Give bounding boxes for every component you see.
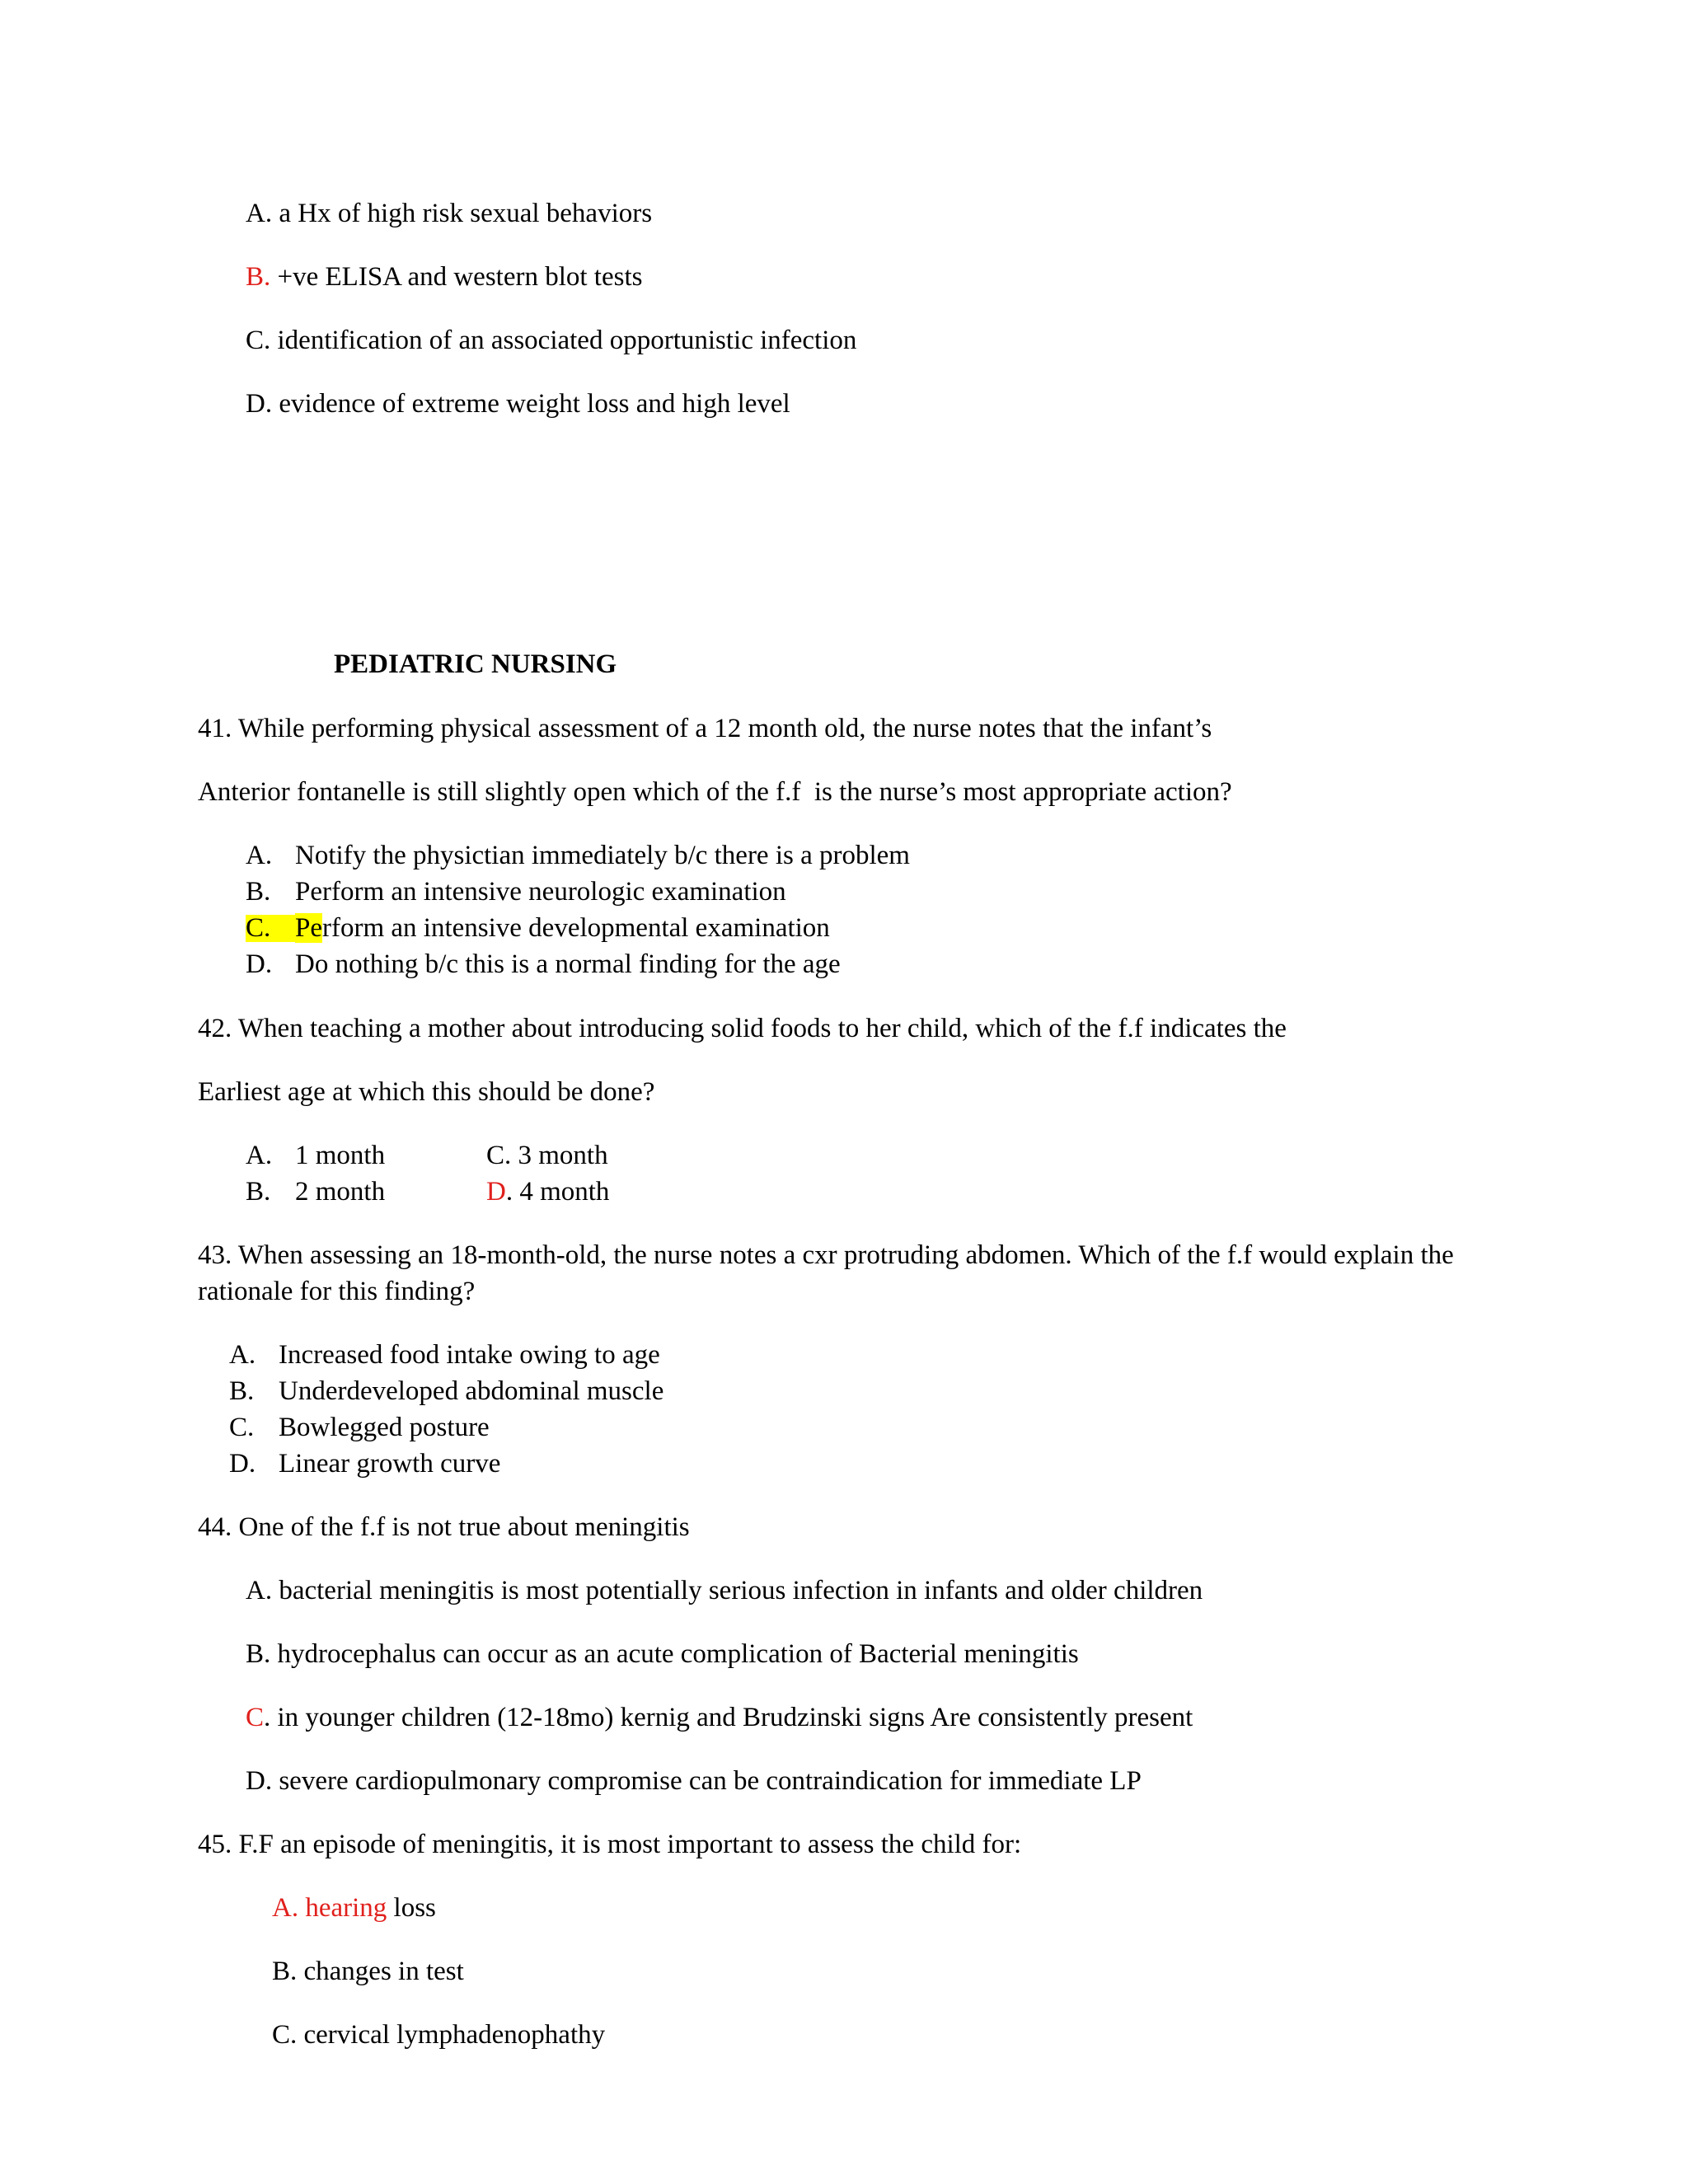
q44-option-c: C. in younger children (12-18mo) kernig and Brudzinski signs Are consistently present [246,1703,1193,1732]
q44-option-a: A. bacterial meningitis is most potentially serious infection in infants and older children [246,1576,1203,1605]
q41-stem-line1: 41. While performing physical assessment of a 12 month old, the nurse notes that the infant’s [198,714,1212,743]
q44-stem: 44. One of the f.f is not true about meningitis [198,1512,690,1542]
q40-option-c: C. identification of an associated opportunistic infection [246,326,857,355]
q41-option-d: D. Do nothing b/c this is a normal finding for the age [246,949,841,979]
q44-option-b: B. hydrocephalus can occur as an acute complication of Bacterial meningitis [246,1639,1079,1669]
q45-option-a: A. hearing loss [272,1893,436,1923]
q45-option-c: C. cervical lymphadenophathy [272,2020,606,2050]
highlighted-answer-marker: C. [246,915,295,942]
q43-option-c: C. Bowlegged posture [229,1413,490,1442]
q43-option-a: A. Increased food intake owing to age [229,1340,660,1370]
q42-stem-line2: Earliest age at which this should be done? [198,1077,655,1107]
q41-option-b: B. Perform an intensive neurologic examination [246,877,786,907]
q41-option-a: A. Notify the physictian immediately b/c there is a problem [246,841,910,870]
q43-stem-line2: rationale for this finding? [198,1277,476,1306]
q42-option-d: D. 4 month [486,1177,610,1207]
q43-option-b: B. Underdeveloped abdominal muscle [229,1376,664,1406]
q42-stem-line1: 42. When teaching a mother about introducing solid foods to her child, which of the f.f indicates the [198,1014,1287,1043]
section-title: PEDIATRIC NURSING [334,649,617,679]
answer-marker: A. hearing [272,1893,387,1923]
q45-option-b: B. changes in test [272,1957,464,1986]
q40-option-a: A. a Hx of high risk sexual behaviors [246,199,653,228]
q45-stem: 45. F.F an episode of meningitis, it is most important to assess the child for: [198,1830,1022,1859]
q42-option-c: C. 3 month [486,1141,608,1170]
answer-marker: B. [246,262,271,292]
answer-marker: D [486,1177,506,1207]
q40-option-b: B. +ve ELISA and western blot tests [246,262,643,292]
q41-option-c: C. Perform an intensive developmental examination [246,913,830,943]
q42-option-b: B. 2 month [246,1177,386,1207]
q44-option-d: D. severe cardiopulmonary compromise can be contraindication for immediate LP [246,1766,1142,1796]
q41-stem-line2: Anterior fontanelle is still slightly open which of the f.f is the nurse’s most appropriate action? [198,777,1232,807]
answer-marker: C [246,1703,265,1732]
q43-stem-line1: 43. When assessing an 18-month-old, the nurse notes a cxr protruding abdomen. Which of the f.f would explain the [198,1240,1454,1270]
q42-option-a: A. 1 month [246,1141,386,1170]
q40-option-d: D. evidence of extreme weight loss and high level [246,389,790,419]
q43-option-d: D. Linear growth curve [229,1449,501,1479]
